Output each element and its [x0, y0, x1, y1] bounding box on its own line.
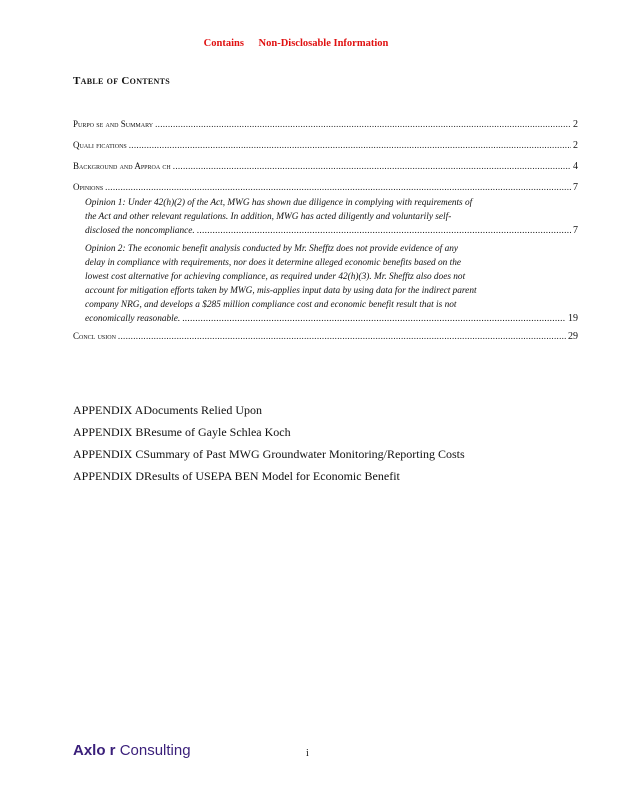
opinion-1-line-1: Opinion 1: Under 42(h)(2) of the Act, MWG has shown due diligence in complying with requirements of: [85, 198, 473, 208]
toc-entry-page: 7: [573, 182, 578, 193]
appendix-a[interactable]: APPENDIX ADocuments Relied Upon: [73, 403, 262, 417]
opinion-2-line-5: company NRG, and develops a $285 million compliance cost and economic benefit result that is not: [85, 300, 457, 310]
toc-title: Table of Contents: [73, 75, 171, 87]
toc-entry-page: 2: [573, 140, 578, 151]
toc-entry-label: Concl usion: [73, 331, 116, 341]
toc-entry-conclusion[interactable]: [73, 330, 578, 343]
appendix-c[interactable]: APPENDIX CSummary of Past MWG Groundwater Monitoring/Reporting Costs: [73, 447, 465, 461]
toc-entry-label: Quali fications: [73, 140, 127, 150]
appendix-list: [73, 399, 465, 487]
table-of-contents: [73, 118, 578, 343]
header-part-2: Non-Disclosable Information: [258, 38, 389, 49]
leader-dots: [155, 118, 571, 131]
leader-dots: [129, 139, 571, 152]
page-number: i: [306, 748, 309, 759]
footer-brand-logo: [73, 742, 191, 759]
toc-entry-page: 4: [573, 161, 578, 172]
toc-entry-label: Background and Approa ch: [73, 161, 171, 171]
confidentiality-header: [0, 38, 592, 49]
opinion-1-line-2: the Act and other relevant regulations. In addition, MWG has acted diligently and voluntarily self-: [85, 212, 452, 222]
leader-dots: [197, 224, 571, 238]
brand-name-rest: Consulting: [119, 742, 191, 759]
toc-entry-qualifications[interactable]: [73, 139, 578, 152]
toc-subentry-opinion-2[interactable]: [85, 242, 578, 326]
header-part-1: Contains: [203, 38, 244, 49]
toc-subentry-opinion-1[interactable]: [85, 196, 578, 238]
toc-entry-background[interactable]: [73, 160, 578, 173]
toc-entry-label: Opinions: [73, 182, 104, 192]
leader-dots: [118, 330, 566, 343]
opinion-2-line-4: account for mitigation efforts taken by MWG, mis-applies input data by using data for the indirect parent: [85, 286, 477, 296]
toc-entry-page: 29: [568, 331, 578, 342]
leader-dots: [173, 160, 571, 173]
opinion-2-last-line: economically reasonable.: [85, 314, 181, 324]
brand-name-bold: Axlo r: [73, 742, 116, 759]
opinion-2-line-1: Opinion 2: The economic benefit analysis conducted by Mr. Shefftz does not provide evidence of any: [85, 244, 458, 254]
toc-entry-label: Purpo se and Summary: [73, 119, 154, 129]
toc-entry-purpose[interactable]: [73, 118, 578, 131]
leader-dots: [105, 181, 571, 194]
opinion-2-line-2: delay in compliance with requirements, nor does it determine alleged economic benefits based on the: [85, 258, 462, 268]
leader-dots: [182, 312, 566, 326]
toc-entry-opinions[interactable]: [73, 181, 578, 194]
opinion-2-line-3: lowest cost alternative for achieving compliance, as required under 42(h)(3). Mr. Shefftz also does not: [85, 272, 466, 282]
toc-entry-page: 2: [573, 119, 578, 130]
toc-entry-page: 19: [568, 313, 578, 324]
appendix-b[interactable]: APPENDIX BResume of Gayle Schlea Koch: [73, 425, 291, 439]
toc-entry-page: 7: [573, 225, 578, 236]
appendix-d[interactable]: APPENDIX DResults of USEPA BEN Model for Economic Benefit: [73, 469, 400, 483]
opinion-1-last-line: disclosed the noncompliance.: [85, 226, 195, 236]
